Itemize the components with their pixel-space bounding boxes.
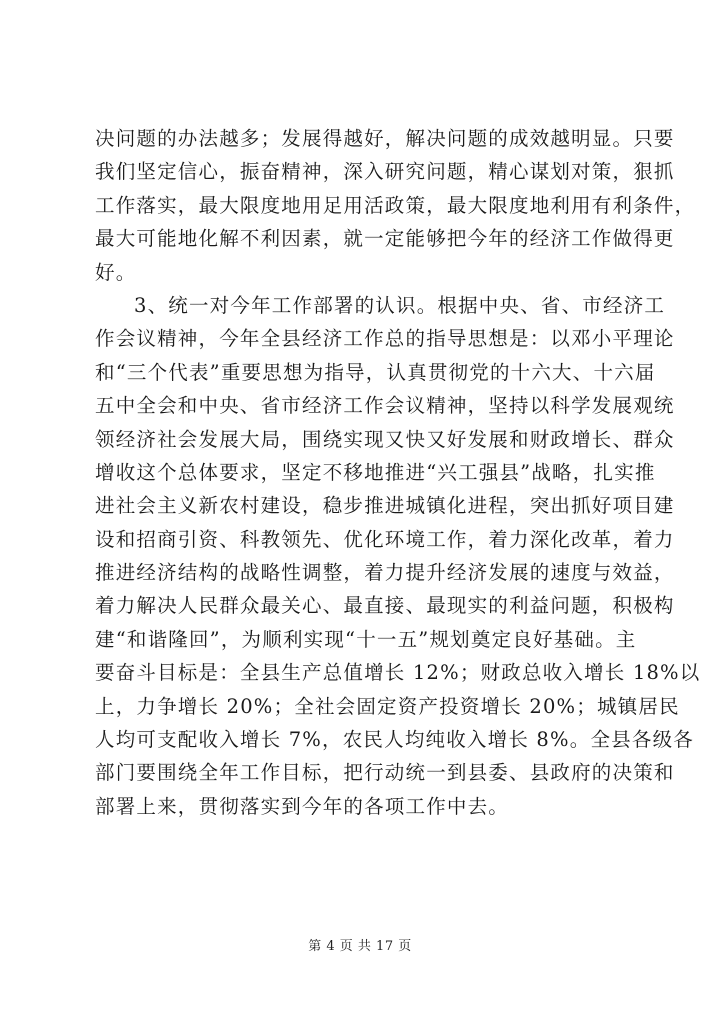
text-line: 增收这个总体要求，坚定不移地推进“兴工强县”战略，扎实推 xyxy=(95,460,656,484)
page-number-footer: 第 4 页 共 17 页 xyxy=(308,939,412,954)
paragraph-start-line: 3、统一对今年工作部署的认识。根据中央、省、市经济工 xyxy=(134,293,666,317)
text-line: 要奋斗目标是：全县生产总值增长 12%；财政总收入增长 18%以 xyxy=(95,661,701,685)
text-line: 部署上来，贯彻落实到今年的各项工作中去。 xyxy=(95,794,510,818)
text-line: 领经济社会发展大局，围绕实现又快又好发展和财政增长、群众 xyxy=(95,427,675,451)
text-line: 人均可支配收入增长 7%，农民人均纯收入增长 8%。全县各级各 xyxy=(95,728,694,752)
text-line: 工作落实，最大限度地用足用活政策，最大限度地利用有利条件， xyxy=(95,193,696,217)
text-line: 推进经济结构的战略性调整，着力提升经济发展的速度与效益， xyxy=(95,561,675,585)
text-line: 设和招商引资、科教领先、优化环境工作，着力深化改革，着力 xyxy=(95,527,675,551)
text-line: 建“和谐隆回”，为顺利实现“十一五”规划奠定良好基础。主 xyxy=(95,627,637,651)
text-line: 着力解决人民群众最关心、最直接、最现实的利益问题，积极构 xyxy=(95,594,675,618)
text-line: 上，力争增长 20%；全社会固定资产投资增长 20%；城镇居民 xyxy=(95,694,680,718)
text-line: 决问题的办法越多；发展得越好，解决问题的成效越明显。只要 xyxy=(95,127,675,150)
text-line: 好。 xyxy=(95,260,137,284)
text-line: 进社会主义新农村建设，稳步推进城镇化进程，突出抓好项目建 xyxy=(95,494,675,518)
document-body xyxy=(95,122,701,823)
text-line: 作会议精神，今年全县经济工作总的指导思想是：以邓小平理论 xyxy=(95,327,675,351)
text-line: 我们坚定信心，振奋精神，深入研究问题，精心谋划对策，狠抓 xyxy=(95,160,675,184)
text-line: 五中全会和中央、省市经济工作会议精神，坚持以科学发展观统 xyxy=(95,394,675,418)
text-line: 最大可能地化解不利因素，就一定能够把今年的经济工作做得更 xyxy=(95,227,675,251)
text-line: 部门要围绕全年工作目标，把行动统一到县委、县政府的决策和 xyxy=(95,761,675,785)
text-line: 和“三个代表”重要思想为指导，认真贯彻党的十六大、十六届 xyxy=(95,360,656,384)
